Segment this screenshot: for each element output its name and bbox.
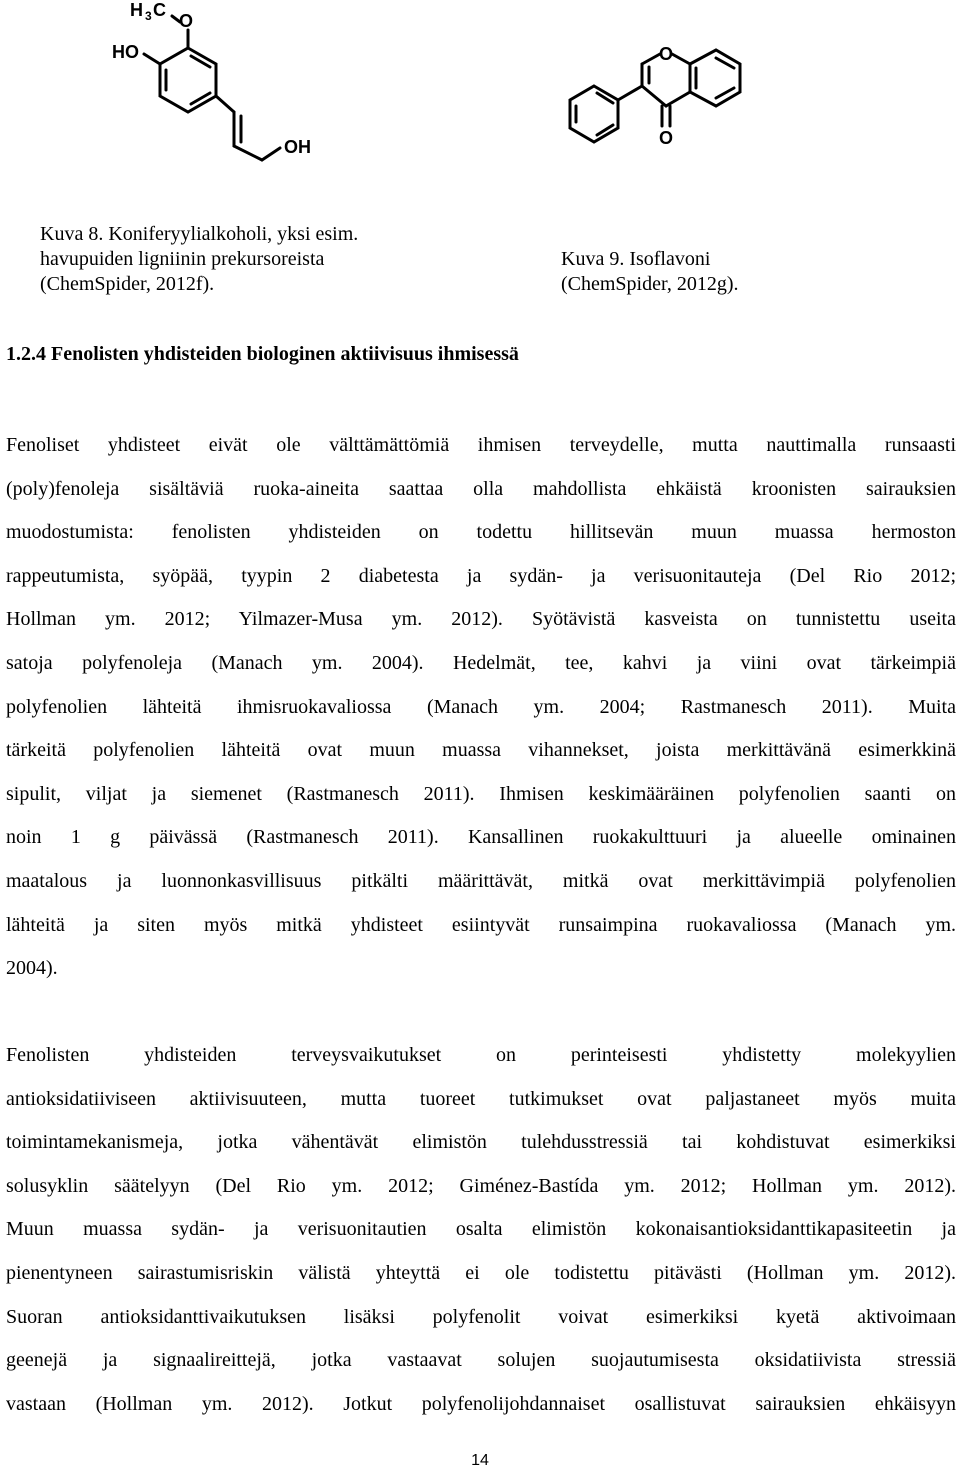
paragraph-1 bbox=[6, 424, 956, 991]
paragraph-line: lähteitä ja siten myös mitkä yhdisteet esiintyvät runsaimpina ruokavaliossa (Manach ym. bbox=[6, 913, 956, 936]
paragraph-line: satoja polyfenoleja (Manach ym. 2004). Hedelmät, tee, kahvi ja viini ovat tärkeimpiä bbox=[6, 651, 956, 674]
alcohol-oh-label: OH bbox=[284, 137, 311, 157]
paragraph-line: polyfenolien lähteitä ihmisruokavaliossa (Manach ym. 2004; Rastmanesch 2011). Muita bbox=[6, 695, 956, 718]
figure-9-caption bbox=[561, 247, 739, 297]
hydroxyl-label: HO bbox=[112, 42, 139, 62]
paragraph-2 bbox=[6, 1034, 956, 1426]
caption-line: (ChemSpider, 2012f). bbox=[40, 273, 215, 295]
paragraph-line: Hollman ym. 2012; Yilmazer-Musa ym. 2012). Syötävistä kasveista on tunnistettu useita bbox=[6, 608, 956, 631]
methoxy-oxygen-label: O bbox=[179, 11, 194, 31]
methyl-subscript-label: 3 bbox=[145, 9, 152, 23]
paragraph-line: 2004). bbox=[6, 957, 58, 980]
figure-8-caption bbox=[40, 222, 358, 297]
section-heading: 1.2.4 Fenolisten yhdisteiden biologinen aktiivisuus ihmisessä bbox=[6, 343, 519, 365]
paragraph-line: antioksidatiiviseen aktiivisuuteen, mutta tuoreet tutkimukset ovat paljastaneet myös muita bbox=[6, 1087, 956, 1110]
paragraph-line: tärkeitä polyfenolien lähteitä ovat muun muassa vihannekset, joista merkittävänä esimerkkinä bbox=[6, 739, 956, 762]
paragraph-line: vastaan (Hollman ym. 2012). Jotkut polyfenolijohdannaiset osallistuvat sairauksien ehkäisyyn bbox=[6, 1392, 956, 1415]
paragraph-line: maatalous ja luonnonkasvillisuus pitkälti määrittävät, mitkä ovat merkittävimpiä polyfenolien bbox=[6, 869, 956, 892]
caption-line: (ChemSpider, 2012g). bbox=[561, 273, 739, 295]
paragraph-line: solusyklin säätelyyn (Del Rio ym. 2012; Giménez-Bastída ym. 2012; Hollman ym. 2012). bbox=[6, 1174, 956, 1197]
caption-line: Kuva 9. Isoflavoni bbox=[561, 248, 711, 270]
paragraph-line: rappeutumista, syöpää, tyypin 2 diabetesta ja sydän- ja verisuonitauteja (Del Rio 2012; bbox=[6, 564, 956, 587]
caption-line: havupuiden ligniinin prekursoreista bbox=[40, 248, 325, 270]
ring-oxygen-label: O bbox=[659, 44, 674, 64]
paragraph-line: toimintamekanismeja, jotka vähentävät elimistön tulehdusstressiä tai kohdistuvat esimerkiksi bbox=[6, 1131, 956, 1154]
coniferyl-alcohol-structure bbox=[100, 0, 340, 200]
paragraph-line: Fenoliset yhdisteet eivät ole välttämättömiä ihmisen terveydelle, mutta nauttimalla runsaasti bbox=[6, 434, 956, 456]
paragraph-line: sipulit, viljat ja siemenet (Rastmanesch 2011). Ihmisen keskimääräinen polyfenolien saanti on bbox=[6, 782, 956, 805]
keto-oxygen-label: O bbox=[659, 128, 674, 148]
page-number: 14 bbox=[471, 1452, 489, 1469]
paragraph-line: muodostumista: fenolisten yhdisteiden on todettu hillitsevän muun muassa hermoston bbox=[6, 521, 956, 544]
paragraph-line: geenejä ja signaalireittejä, jotka vastaavat solujen suojautumisesta oksidatiivista stressiä bbox=[6, 1349, 956, 1372]
methyl-h-label: H bbox=[130, 0, 143, 20]
paragraph-line: Fenolisten yhdisteiden terveysvaikutukset on perinteisesti yhdistetty molekyylien bbox=[6, 1044, 956, 1066]
paragraph-line: Suoran antioksidanttivaikutuksen lisäksi polyfenolit voivat esimerkiksi kyetä aktivoimaan bbox=[6, 1305, 956, 1328]
paragraph-line: (poly)fenoleja sisältäviä ruoka-aineita saattaa olla mahdollista ehkäistä kroonisten sairauksien bbox=[6, 477, 956, 500]
paragraph-line: pienentyneen sairastumisriskin välistä yhteyttä ei ole todistettu pitävästi (Hollman ym. 2012). bbox=[6, 1261, 956, 1284]
paragraph-line: noin 1 g päivässä (Rastmanesch 2011). Kansallinen ruokakulttuuri ja alueelle ominainen bbox=[6, 826, 956, 849]
caption-line: Kuva 8. Koniferyylialkoholi, yksi esim. bbox=[40, 223, 359, 245]
isoflavone-structure bbox=[560, 30, 760, 170]
methyl-c-label: C bbox=[153, 0, 166, 20]
paragraph-line: Muun muassa sydän- ja verisuonitautien osalta elimistön kokonaisantioksidanttikapasiteetin ja bbox=[6, 1218, 956, 1241]
